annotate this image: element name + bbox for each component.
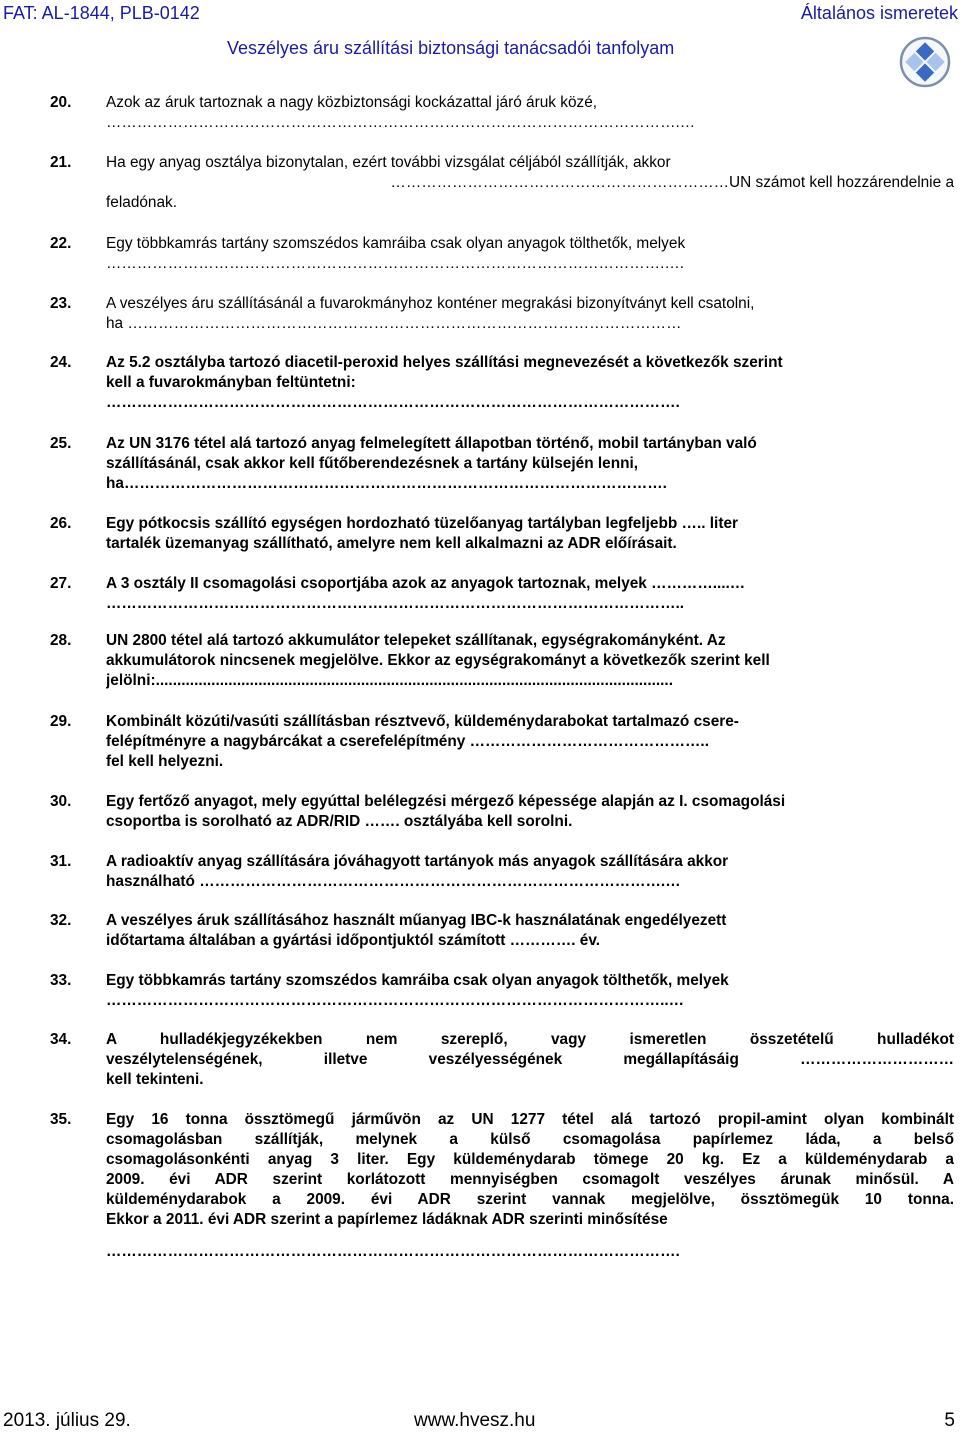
question-line: Az 5.2 osztályba tartozó diacetil-peroxid helyes szállítási megnevezését a következők szerint: [106, 354, 783, 371]
question-text: [106, 971, 954, 1011]
question-line: Ha egy anyag osztálya bizonytalan, ezért további vizsgálat céljából szállítják, akkor: [106, 154, 671, 171]
question-number: 31.: [50, 853, 72, 870]
course-code: FAT: AL-1844, PLB-0142: [3, 3, 200, 23]
question-line: Ekkor a 2011. évi ADR szerint a papírlemez ládáknak ADR szerinti minősítése: [106, 1211, 668, 1228]
question-line: A 3 osztály II csomagolási csoportjába azok az anyagok tartoznak, melyek …………....…: [106, 575, 746, 592]
question-line: veszélytelenségének, illetve veszélyességének megállapításáig …………………………: [106, 1051, 954, 1068]
question-line: Kombinált közúti/vasúti szállításban résztvevő, küldeménydarabokat tartalmazó csere-: [106, 713, 739, 730]
answer-blank: ha ………………………………………………………………………………………………: [106, 315, 682, 332]
question-text: [106, 294, 954, 334]
answer-blank: ………………………………………………………………………………………………….: [106, 394, 680, 411]
question-line: Egy fertőző anyagot, mely egyúttal belélegzési mérgező képessége alapján az I. csomagolási: [106, 793, 786, 810]
page-number: 5: [944, 1410, 955, 1431]
section-title: Általános ismeretek: [800, 3, 958, 23]
question-text: [106, 712, 954, 772]
question-number: 25.: [50, 435, 72, 452]
question-text: [106, 631, 954, 691]
question-line: A veszélyes áruk szállításához használt műanyag IBC-k használatának engedélyezett: [106, 912, 727, 929]
question-number: 29.: [50, 713, 72, 730]
answer-blank: …………………………………………………………………………………………………..: [106, 595, 685, 612]
question-text: [106, 1110, 954, 1262]
question-number: 26.: [50, 515, 72, 532]
question-line: 2009. évi ADR szerint korlátozott mennyiségben csomagolt veszélyes árunak minősül. A: [106, 1171, 954, 1188]
question-line: csomagolásonkénti anyag 3 liter. Egy küldeménydarab tömege 20 kg. Ez a küldeménydarab a: [106, 1151, 954, 1168]
question-text: [106, 574, 954, 614]
question-line: felépítményre a nagybárcákat a cserefelépítmény ………………………………………..: [106, 733, 709, 750]
question-text: [106, 911, 954, 951]
question-line: Azok az áruk tartoznak a nagy közbiztonsági kockázattal járó áruk közé,: [106, 94, 598, 111]
question-line: A veszélyes áru szállításánál a fuvarokmányhoz konténer megrakási bizonyítványt kell csatolni,: [106, 295, 755, 312]
question-line: fel kell helyezni.: [106, 753, 224, 770]
question-text: [106, 852, 954, 892]
footer-date: 2013. július 29.: [3, 1410, 131, 1431]
answer-blank: használható ……………………………………………………………………………….…: [106, 873, 681, 890]
answer-blank: ha…………………………………………………………………………………………….: [106, 475, 667, 492]
question-text: [106, 1030, 954, 1090]
question-number: 24.: [50, 354, 72, 371]
question-line: Egy többkamrás tartány szomszédos kamráiba csak olyan anyagok tölthetők, melyek: [106, 235, 686, 252]
question-text: [106, 153, 954, 213]
question-number: 27.: [50, 575, 72, 592]
question-line: küldeménydarabok a 2009. évi ADR szerint vannak megjelölve, össztömegük 10 tonna.: [106, 1191, 954, 1208]
answer-blank: …………………………………………………………UN számot kell hozzárendelnie a: [390, 174, 954, 191]
course-title: Veszélyes áru szállítási biztonsági tanácsadói tanfolyam: [227, 38, 675, 58]
question-number: 23.: [50, 295, 72, 312]
answer-blank: ………………………………………………………………………………………………….…: [106, 114, 696, 131]
question-number: 35.: [50, 1111, 72, 1128]
question-line: A radioaktív anyag szállítására jóváhagyott tartányok más anyagok szállítására akkor: [106, 853, 729, 870]
question-text: [106, 434, 954, 494]
question-number: 22.: [50, 235, 72, 252]
question-text: [106, 514, 954, 554]
question-number: 34.: [50, 1031, 72, 1048]
question-line: A hulladékjegyzékekben nem szereplő, vagy ismeretlen összetételű hulladékot: [106, 1031, 954, 1048]
question-line: UN 2800 tétel alá tartozó akkumulátor telepeket szállítanak, egységrakományként. Az: [106, 632, 726, 649]
spacer-line: [106, 1230, 954, 1242]
question-line: kell a fuvarokmányban feltüntetni:: [106, 374, 356, 391]
question-text: [106, 234, 954, 274]
question-number: 30.: [50, 793, 72, 810]
question-number: 20.: [50, 94, 72, 111]
footer-website[interactable]: www.hvesz.hu: [414, 1410, 536, 1431]
question-line: kell tekinteni.: [106, 1071, 204, 1088]
question-line: Egy többkamrás tartány szomszédos kamráiba csak olyan anyagok tölthetők, melyek: [106, 972, 729, 989]
answer-blank: ……………………………………………………………………………………………….….: [106, 255, 685, 272]
question-line: csoportba is sorolható az ADR/RID ……. osztályába kell sorolni.: [106, 813, 573, 830]
question-line: Egy pótkocsis szállító egységen hordozható tüzelőanyag tartályban legfeljebb ….. liter: [106, 515, 739, 532]
question-number: 33.: [50, 972, 72, 989]
question-line: tartalék üzemanyag szállítható, amelyre nem kell alkalmazni az ADR előírásait.: [106, 535, 677, 552]
question-line: akkumulátorok nincsenek megjelölve. Ekkor az egységrakományt a következők szerint kell: [106, 652, 770, 669]
answer-blank: jelölni:.........................................................................................................................: [106, 672, 673, 689]
question-line: időtartama általában a gyártási időpontjuktól számított …………. év.: [106, 932, 601, 949]
answer-blank: ………………………………………………………………………………………………..…: [106, 992, 685, 1009]
question-number: 28.: [50, 632, 72, 649]
question-line: Az UN 3176 tétel alá tartozó anyag felmelegített állapotban történő, mobil tartányban való: [106, 435, 757, 452]
question-line: Egy 16 tonna össztömegű járművön az UN 1277 tétel alá tartozó propil-amint olyan kombinált: [106, 1111, 954, 1128]
question-text: [106, 353, 954, 413]
question-text: [106, 93, 954, 133]
question-number: 21.: [50, 154, 72, 171]
question-line: feladónak.: [106, 194, 178, 211]
question-line: szállításánál, csak akkor kell fűtőberendezésnek a tartány külsején lenni,: [106, 455, 639, 472]
diamond-tiles-logo: [899, 36, 951, 88]
question-line: csomagolásban szállítják, melynek a külső csomagolása papírlemez láda, a belső: [106, 1131, 954, 1148]
question-number: 32.: [50, 912, 72, 929]
answer-blank: ………………………………………………………………………………………………….: [106, 1243, 680, 1260]
question-text: [106, 792, 954, 832]
